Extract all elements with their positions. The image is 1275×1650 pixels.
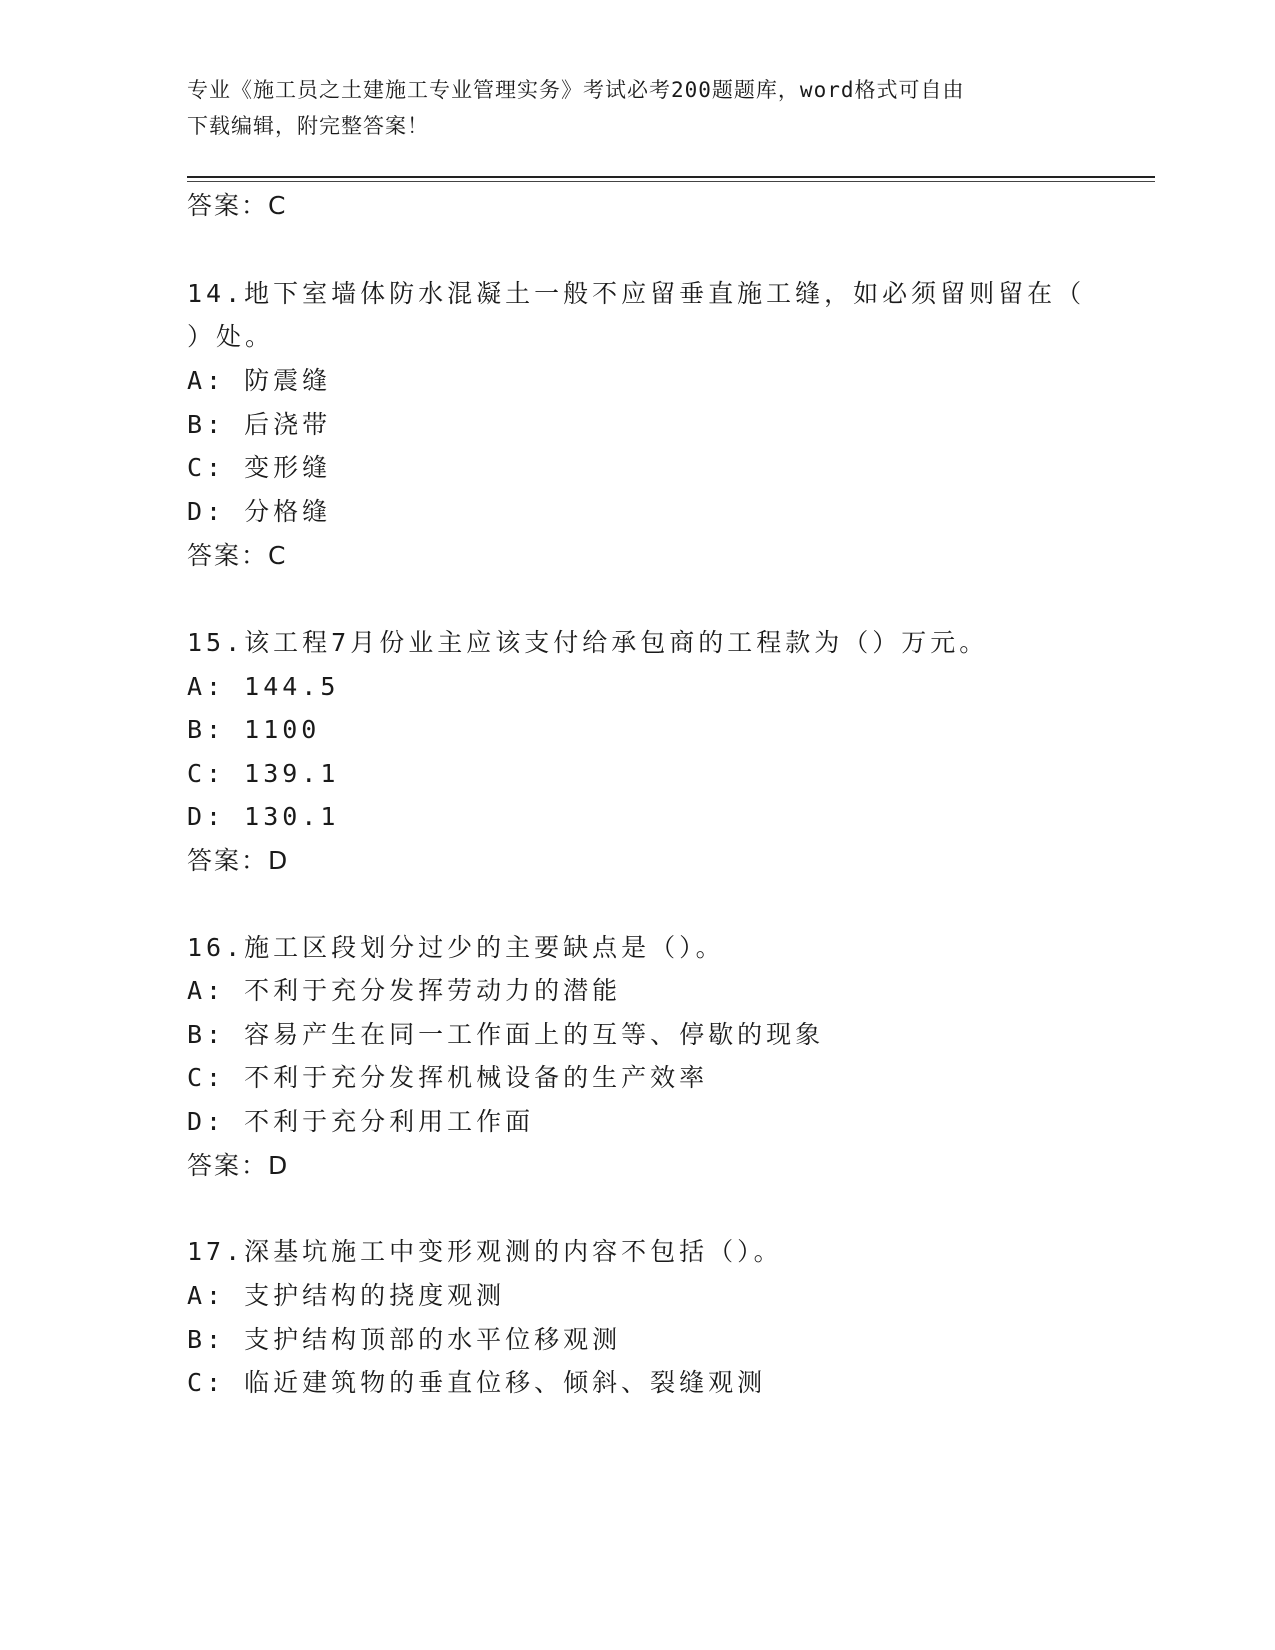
document-header (187, 72, 1087, 144)
header-divider-thick (187, 176, 1155, 178)
question-14-option-d: D: 分格缝 (187, 497, 332, 526)
question-15-stem: 15.该工程7月份业主应该支付给承包商的工程款为（）万元。 (187, 628, 989, 657)
question-15-option-a: A: 144.5 (187, 672, 340, 701)
question-16-option-b: B: 容易产生在同一工作面上的互等、停歇的现象 (187, 1020, 825, 1049)
question-16-option-d: D: 不利于充分利用工作面 (187, 1107, 535, 1136)
answer-line: 答案：C (187, 191, 288, 220)
question-14-option-a: A: 防震缝 (187, 366, 332, 395)
question-15-option-d: D: 130.1 (187, 802, 340, 831)
question-16-option-a: A: 不利于充分发挥劳动力的潜能 (187, 976, 622, 1005)
question-17-option-a: A: 支护结构的挠度观测 (187, 1281, 506, 1310)
header-line-1: 专业《施工员之土建施工专业管理实务》考试必考200题题库，word格式可自由 (187, 78, 965, 102)
question-17-option-b: B: 支护结构顶部的水平位移观测 (187, 1325, 622, 1354)
question-14-answer: 答案：C (187, 541, 288, 570)
question-16-stem: 16.施工区段划分过少的主要缺点是（）。 (187, 933, 725, 962)
question-17-option-c: C: 临近建筑物的垂直位移、倾斜、裂缝观测 (187, 1368, 767, 1397)
question-16-option-c: C: 不利于充分发挥机械设备的生产效率 (187, 1063, 709, 1092)
question-15-answer: 答案：D (187, 846, 290, 875)
header-divider-thin (187, 181, 1155, 182)
question-14-stem: 14.地下室墙体防水混凝土一般不应留垂直施工缝，如必须留则留在（ (187, 279, 1086, 308)
header-line-2: 下载编辑，附完整答案！ (187, 114, 429, 138)
question-15-option-b: B: 1100 (187, 715, 321, 744)
question-14-stem-cont: ）处。 (187, 322, 275, 351)
question-14-option-c: C: 变形缝 (187, 453, 332, 482)
question-15-option-c: C: 139.1 (187, 759, 340, 788)
question-17-stem: 17.深基坑施工中变形观测的内容不包括（）。 (187, 1237, 783, 1266)
question-14-option-b: B: 后浇带 (187, 410, 332, 439)
question-16-answer: 答案：D (187, 1151, 290, 1180)
